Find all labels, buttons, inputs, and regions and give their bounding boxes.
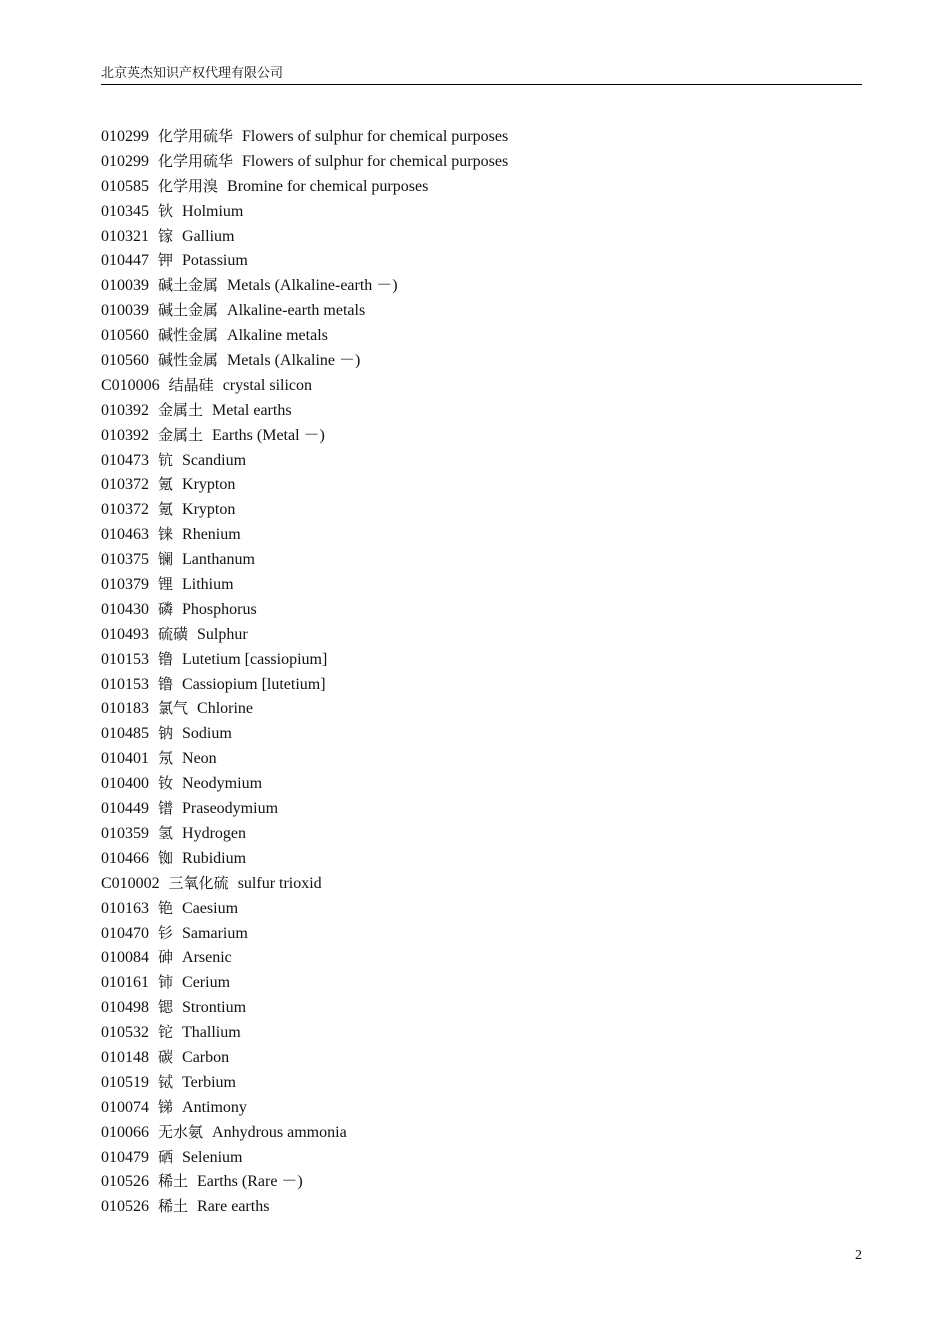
entry-english-name: Phosphorus [182, 600, 257, 618]
entry-chinese-name: 铊 [158, 1023, 174, 1042]
entry-chinese-name: 碳 [158, 1047, 174, 1066]
entry-code: 010372 [101, 476, 149, 494]
entry-chinese-name: 镥 [158, 649, 174, 668]
entry-code: 010430 [101, 600, 149, 618]
entry-code: 010485 [101, 725, 149, 743]
entry-english-name: Metals (Alkaline-earth －) [227, 277, 398, 295]
list-item [101, 970, 508, 995]
entry-chinese-name: 锶 [158, 998, 174, 1017]
list-item [101, 348, 508, 373]
entry-chinese-name: 镧 [158, 550, 174, 569]
list-item [101, 771, 508, 796]
entry-english-name: Metal earths [212, 401, 292, 419]
entry-code: 010379 [101, 576, 149, 594]
entry-code: 010479 [101, 1148, 149, 1166]
page-header [101, 66, 862, 85]
entry-english-name: Hydrogen [182, 824, 246, 842]
entry-code: 010560 [101, 352, 149, 370]
entry-english-name: Selenium [182, 1148, 243, 1166]
entry-code: 010519 [101, 1073, 149, 1091]
entry-chinese-name: 镓 [158, 226, 174, 245]
entry-code: 010321 [101, 227, 149, 245]
list-item [101, 298, 508, 323]
entry-english-name: Potassium [182, 252, 248, 270]
entry-chinese-name: 氪 [158, 475, 174, 494]
entry-code: 010372 [101, 501, 149, 519]
entry-english-name: Alkaline metals [227, 327, 328, 345]
entry-code: 010401 [101, 750, 149, 768]
entry-english-name: Lutetium [cassiopium] [182, 650, 328, 668]
entry-english-name: Sulphur [197, 625, 248, 643]
entry-english-name: Earths (Rare －) [197, 1173, 303, 1191]
list-item [101, 796, 508, 821]
entry-code: 010345 [101, 202, 149, 220]
entry-chinese-name: 钾 [158, 251, 174, 270]
entry-code: 010161 [101, 974, 149, 992]
list-item [101, 846, 508, 871]
entry-english-name: Terbium [182, 1073, 236, 1091]
list-item [101, 1145, 508, 1170]
entry-chinese-name: 镥 [158, 674, 174, 693]
list-item [101, 273, 508, 298]
entry-english-name: Sodium [182, 725, 232, 743]
entry-chinese-name: 氯气 [158, 699, 189, 718]
entry-chinese-name: 结晶硅 [168, 375, 214, 394]
entry-code: 010183 [101, 700, 149, 718]
list-item [101, 871, 508, 896]
entry-chinese-name: 锂 [158, 575, 174, 594]
entry-chinese-name: 钬 [158, 201, 174, 220]
entry-chinese-name: 铷 [158, 848, 174, 867]
entry-code: C010006 [101, 376, 160, 394]
entry-english-name: Cerium [182, 974, 231, 992]
entry-code: 010392 [101, 401, 149, 419]
page-number: 2 [855, 1248, 862, 1263]
entry-english-name: Flowers of sulphur for chemical purposes [242, 152, 509, 170]
entry-english-name: Holmium [182, 202, 244, 220]
list-item [101, 721, 508, 746]
entry-code: 010074 [101, 1098, 149, 1116]
list-item [101, 672, 508, 697]
entry-chinese-name: 硒 [158, 1147, 174, 1166]
entry-chinese-name: 铈 [158, 973, 174, 992]
entry-chinese-name: 碱性金属 [158, 351, 219, 370]
list-item [101, 199, 508, 224]
list-item [101, 423, 508, 448]
list-item [101, 1120, 508, 1145]
entry-code: 010392 [101, 426, 149, 444]
header-company-name: 北京英杰知识产权代理有限公司 [101, 66, 284, 81]
list-item [101, 1169, 508, 1194]
entry-chinese-name: 碱性金属 [158, 326, 219, 345]
entry-english-name: Metals (Alkaline －) [227, 352, 361, 370]
entry-english-name: Neon [182, 750, 217, 768]
entry-code: 010039 [101, 277, 149, 295]
entry-code: 010299 [101, 128, 149, 145]
entry-english-name: Neodymium [182, 775, 263, 793]
list-item [101, 1095, 508, 1120]
entry-english-name: Alkaline-earth metals [227, 302, 366, 320]
list-item [101, 323, 508, 348]
entry-code: 010084 [101, 949, 149, 967]
entry-english-name: Antimony [182, 1098, 247, 1116]
entry-chinese-name: 化学用溴 [158, 176, 219, 195]
entry-code: 010449 [101, 800, 149, 818]
entry-chinese-name: 金属土 [158, 400, 204, 419]
entry-code: C010002 [101, 874, 160, 892]
entry-chinese-name: 钕 [158, 774, 174, 793]
entry-code: 010066 [101, 1123, 149, 1141]
list-item [101, 547, 508, 572]
list-item [101, 572, 508, 597]
entry-english-name: Rubidium [182, 849, 247, 867]
entry-code: 010400 [101, 775, 149, 793]
entry-chinese-name: 三氧化硫 [168, 873, 229, 892]
entry-chinese-name: 氖 [158, 749, 174, 768]
entry-english-name: Scandium [182, 451, 247, 469]
entry-chinese-name: 锑 [158, 1097, 174, 1116]
entry-chinese-name: 氢 [158, 823, 174, 842]
list-item [101, 696, 508, 721]
entry-english-name: Anhydrous ammonia [212, 1123, 347, 1141]
entry-code: 010375 [101, 551, 149, 569]
entry-english-name: Bromine for chemical purposes [227, 177, 429, 195]
entry-english-name: Lanthanum [182, 551, 255, 569]
entry-code: 010493 [101, 625, 149, 643]
list-item [101, 224, 508, 249]
entry-chinese-name: 钪 [158, 450, 174, 469]
list-item [101, 921, 508, 946]
list-item [101, 597, 508, 622]
entry-code: 010470 [101, 924, 149, 942]
entry-code: 010526 [101, 1198, 149, 1216]
list-item [101, 821, 508, 846]
entry-english-name: Rare earths [197, 1198, 270, 1216]
list-item [101, 622, 508, 647]
entry-english-name: Earths (Metal －) [212, 426, 325, 444]
entry-english-name: Lithium [182, 576, 234, 594]
entry-chinese-name: 铯 [158, 898, 174, 917]
entry-chinese-name: 碱土金属 [158, 276, 219, 295]
entry-code: 010473 [101, 451, 149, 469]
entry-chinese-name: 铽 [158, 1072, 174, 1091]
entry-english-name: Arsenic [182, 949, 232, 967]
list-item [101, 995, 508, 1020]
entry-code: 010532 [101, 1024, 149, 1042]
entry-chinese-name: 化学用硫华 [158, 127, 234, 145]
entry-chinese-name: 钠 [158, 724, 174, 743]
entry-code: 010498 [101, 999, 149, 1017]
list-item [101, 1045, 508, 1070]
entry-code: 010466 [101, 849, 149, 867]
list-item [101, 472, 508, 497]
entry-english-name: Carbon [182, 1048, 230, 1066]
list-item [101, 896, 508, 921]
list-item [101, 373, 508, 398]
entry-chinese-name: 稀土 [158, 1197, 189, 1216]
entry-code: 010359 [101, 824, 149, 842]
entry-code: 010447 [101, 252, 149, 270]
list-item [101, 448, 508, 473]
entry-english-name: Samarium [182, 924, 248, 942]
list-item [101, 149, 508, 174]
entry-english-name: Krypton [182, 476, 236, 494]
entry-code: 010153 [101, 650, 149, 668]
entry-chinese-name: 稀土 [158, 1172, 189, 1191]
list-item [101, 945, 508, 970]
entry-code: 010163 [101, 899, 149, 917]
entry-english-name: Strontium [182, 999, 247, 1017]
entry-chinese-name: 化学用硫华 [158, 151, 234, 170]
entry-chinese-name: 砷 [158, 948, 174, 967]
entry-chinese-name: 镨 [158, 799, 174, 818]
list-item [101, 746, 508, 771]
list-item [101, 497, 508, 522]
entry-english-name: Gallium [182, 227, 235, 245]
entry-code: 010560 [101, 327, 149, 345]
entry-english-name: Praseodymium [182, 800, 279, 818]
entry-english-name: Caesium [182, 899, 239, 917]
entry-english-name: Krypton [182, 501, 236, 519]
entry-english-name: sulfur trioxid [237, 874, 322, 892]
list-item [101, 174, 508, 199]
entry-chinese-name: 钐 [158, 923, 174, 942]
list-item [101, 398, 508, 423]
entry-chinese-name: 磷 [158, 599, 174, 618]
list-item [101, 124, 508, 149]
entry-chinese-name: 氪 [158, 500, 174, 519]
list-item [101, 248, 508, 273]
entry-english-name: Cassiopium [lutetium] [182, 675, 326, 693]
list-item [101, 1020, 508, 1045]
list-item [101, 647, 508, 672]
entry-code: 010299 [101, 152, 149, 170]
entry-english-name: Thallium [182, 1024, 241, 1042]
entry-code: 010526 [101, 1173, 149, 1191]
entry-chinese-name: 硫磺 [158, 624, 189, 643]
entry-code: 010039 [101, 302, 149, 320]
entry-list [101, 124, 508, 1219]
entry-chinese-name: 碱土金属 [158, 301, 219, 320]
list-item [101, 522, 508, 547]
entry-english-name: crystal silicon [222, 376, 312, 394]
entry-code: 010463 [101, 526, 149, 544]
list-item [101, 1070, 508, 1095]
entry-code: 010153 [101, 675, 149, 693]
entry-chinese-name: 无水氨 [158, 1122, 204, 1141]
entry-english-name: Rhenium [182, 526, 241, 544]
entry-code: 010148 [101, 1048, 149, 1066]
entry-chinese-name: 铼 [158, 525, 174, 544]
entry-code: 010585 [101, 177, 149, 195]
entry-english-name: Chlorine [197, 700, 254, 718]
entry-chinese-name: 金属土 [158, 425, 204, 444]
list-item [101, 1194, 508, 1219]
entry-english-name: Flowers of sulphur for chemical purposes [242, 128, 509, 145]
